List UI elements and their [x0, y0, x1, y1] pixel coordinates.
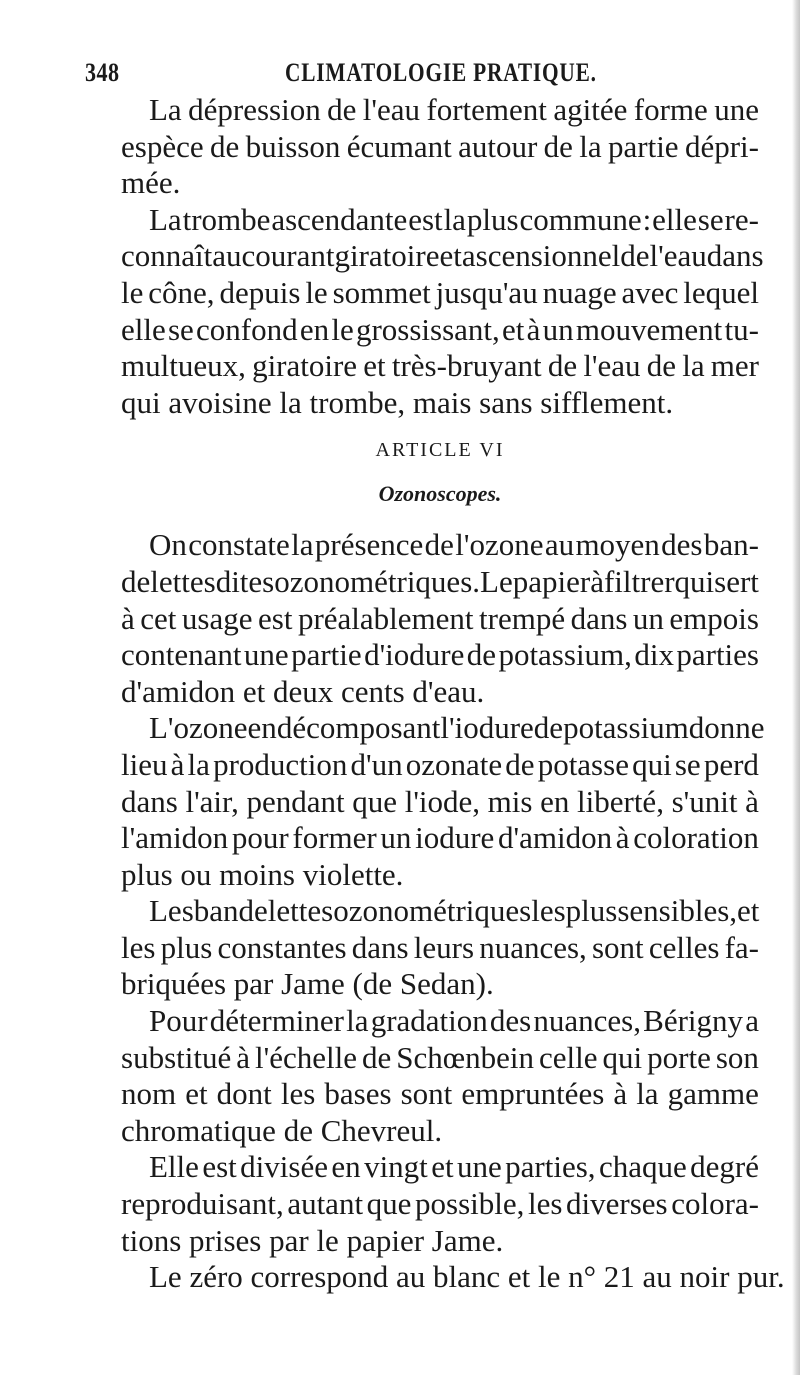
text-line: à cet usage est préalablement trempé dans un empois: [121, 600, 759, 636]
paragraph-berigny: [121, 1003, 759, 1149]
text-line: La trombe ascendante est la plus commune : elle se re-: [149, 201, 759, 237]
text-line: reproduisant, autant que possible, les diverses colora-: [121, 1186, 759, 1222]
running-title: CLIMATOLOGIE PRATIQUE.: [285, 58, 597, 87]
text-line: Pour déterminer la gradation des nuances, Bérigny a: [149, 1003, 759, 1039]
text-line: tions prises par le papier Jame.: [121, 1222, 504, 1258]
text-line: mée.: [121, 165, 181, 201]
text-line: le cône, depuis le sommet jusqu'au nuage avec lequel: [121, 274, 759, 310]
paragraph-depression: [121, 92, 759, 202]
page-edge: [792, 0, 800, 1375]
text-line: Elle est divisée en vingt et une parties, chaque degré: [149, 1149, 759, 1185]
text-line: L'ozone en décomposant l'iodure de potassium donne: [149, 710, 765, 746]
article-label: ARTICLE VI: [375, 439, 505, 462]
text-line: contenant une partie d'iodure de potassium, dix parties: [121, 637, 759, 673]
section-title: Ozonoscopes.: [378, 481, 502, 507]
text-line: La dépression de l'eau fortement agitée forme une: [149, 92, 759, 127]
text-line: briquées par Jame (de Sedan).: [121, 966, 494, 1002]
text-line: elle se confond en le grossissant, et à un mouvement tu-: [121, 311, 759, 347]
text-line: qui avoisine la trombe, mais sans sifflement.: [121, 384, 674, 420]
paragraph-divisions: [121, 1149, 759, 1259]
text-line: d'amidon et deux cents d'eau.: [121, 673, 485, 709]
text-line: les plus constantes dans leurs nuances, sont celles fa-: [121, 929, 759, 965]
text-line: connaît au courant giratoire et ascensionnel de l'eau dans: [121, 238, 764, 274]
text-line: dans l'air, pendant que l'iode, mis en liberté, s'unit à: [121, 783, 759, 819]
text-line: espèce de buisson écumant autour de la partie dépri-: [121, 128, 759, 164]
text-line: multueux, giratoire et très-bruyant de l'eau de la mer: [121, 348, 759, 384]
paragraph-ozone-presence: [121, 527, 759, 710]
body-text: [121, 92, 785, 1296]
text-line: lieu à la production d'un ozonate de potasse qui se perd: [121, 746, 759, 782]
text-line: On constate la présence de l'ozone au moyen des ban-: [149, 527, 759, 563]
text-line: Le zéro correspond au blanc et le n° 21 au noir pur.: [149, 1259, 785, 1295]
text-line: Les bandelettes ozonométriques les plus sensibles, et: [149, 893, 760, 929]
paragraph-zero: [121, 1259, 785, 1296]
paragraph-ozone-decomposition: [121, 710, 765, 893]
page-number: 348: [85, 58, 120, 87]
paragraph-bandelettes: [121, 893, 759, 1003]
paragraph-trombe-ascendante: [121, 201, 764, 422]
text-line: delettes dites ozonométriques. Le papier à filtrer qui sert: [121, 563, 759, 599]
text-line: l'amidon pour former un iodure d'amidon à coloration: [121, 820, 759, 856]
text-line: substitué à l'échelle de Schœnbein celle qui porte son: [121, 1039, 759, 1075]
text-line: plus ou moins violette.: [121, 856, 404, 892]
text-line: nom et dont les bases sont empruntées à la gamme: [121, 1076, 759, 1112]
text-line: chromatique de Chevreul.: [121, 1112, 443, 1148]
